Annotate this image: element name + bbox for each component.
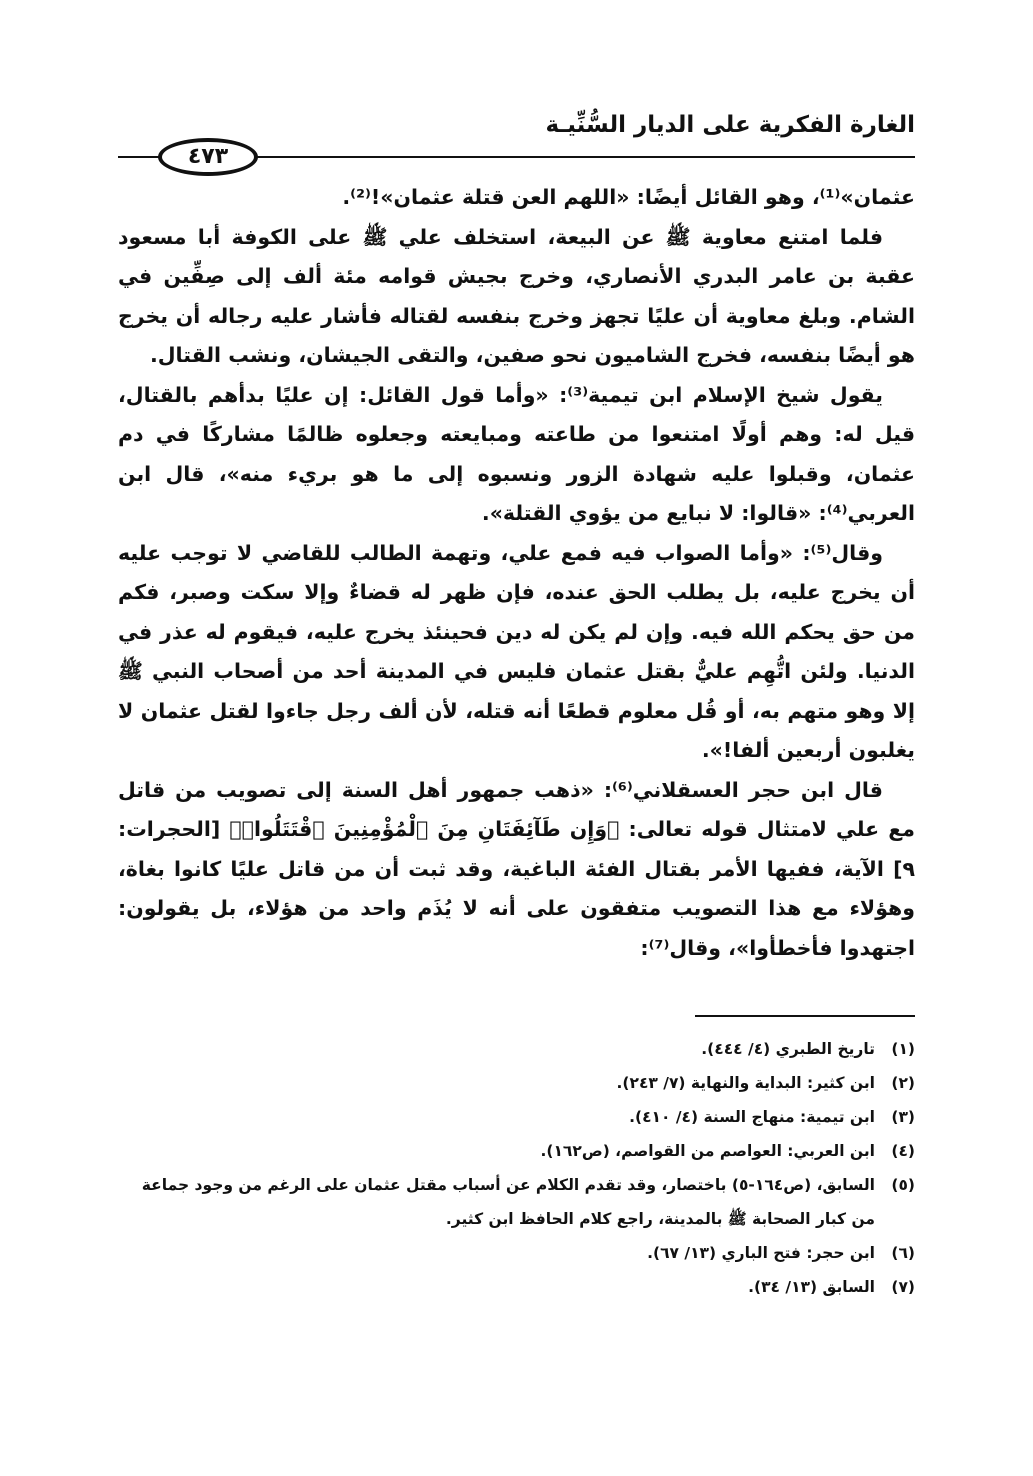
page-number-badge: ٤٧٣ (158, 138, 258, 176)
footnote-number: (٢) (891, 1074, 915, 1092)
footnote-separator (695, 1015, 915, 1017)
footnote-text: تاريخ الطبري (٤/ ٤٤٤). (701, 1040, 875, 1058)
footnote (118, 1032, 915, 1066)
footnote-text: ابن تيمية: منهاج السنة (٤/ ٤١٠). (629, 1108, 875, 1126)
footnote (118, 1270, 915, 1304)
footnote-number: (١) (891, 1040, 915, 1058)
footnote-text: ابن حجر: فتح الباري (١٣/ ٦٧). (647, 1244, 875, 1262)
footnote-number: (٥) (891, 1176, 915, 1194)
paragraph: قال ابن حجر العسقلاني⁽⁶⁾: «ذهب جمهور أهل السنة إلى تصويب من قاتل مع علي لامتثال قوله تعالى: ﴿وَإِن طَآئِفَتَانِ مِنَ ٱلْمُؤْمِنِينَ ٱقْتَتَلُوا۟﴾ [الحجرات: ٩] الآية، ففيها الأمر بقتال الفئة الباغية، وقد ثبت أن من قاتل عليًا كانوا بغاة، وهؤلاء مع هذا التصويب متفقون على أنه لا يُذَم واحد من هؤلاء، بل يقولون: اجتهدوا فأخطأوا»، وقال⁽⁷⁾: (118, 777, 915, 960)
footnote-text: السابق، (ص١٦٤-٥) باختصار، وقد تقدم الكلام عن أسباب مقتل عثمان على الرغم من وجود جماعة من كبار الصحابة ﷺ بالمدينة، راجع كلام الحافظ ابن كثير. (141, 1176, 875, 1228)
footnote (118, 1066, 915, 1100)
footnote-number: (٧) (891, 1278, 915, 1296)
footnote (118, 1100, 915, 1134)
paragraph: يقول شيخ الإسلام ابن تيمية⁽³⁾: «وأما قول القائل: إن عليًا بدأهم بالقتال، قيل له: وهم أولًا امتنعوا من طاعته ومبايعته وجعلوه ظالمًا مشاركًا في دم عثمان، وقبلوا عليه شهادة الزور ونسبوه إلى ما هو بريء منه»، قال ابن العربي⁽⁴⁾: «قالوا: لا نبايع من يؤوي القتلة». (118, 382, 915, 525)
running-header-title: الغارة الفكرية على الديار السُّنِّيـة (545, 112, 915, 138)
footnote-text: ابن كثير: البداية والنهاية (٧/ ٢٤٣). (616, 1074, 875, 1092)
footnote-number: (٦) (891, 1244, 915, 1262)
footnotes (118, 1032, 915, 1304)
footnote-number: (٤) (891, 1142, 915, 1160)
footnote-text: السابق (١٣/ ٣٤). (748, 1278, 875, 1296)
paragraph: فلما امتنع معاوية ﷺ عن البيعة، استخلف علي ﷺ على الكوفة أبا مسعود عقبة بن عامر البدري الأنصاري، وخرج بجيش قوامه مئة ألف إلى صِفِّين في الشام. وبلغ معاوية أن عليًا تجهز وخرج بنفسه لقتاله فأشار عليه رجاله أن يخرج هو أيضًا بنفسه، فخرج الشاميون نحو صفين، والتقى الجيشان، ونشب القتال. (118, 224, 915, 367)
main-text (118, 178, 915, 968)
paragraph: عثمان»⁽¹⁾، وهو القائل أيضًا: «اللهم العن قتلة عثمان»!⁽²⁾. (342, 185, 915, 209)
paragraph: وقال⁽⁵⁾: «وأما الصواب فيه فمع علي، وتهمة الطالب للقاضي لا توجب عليه أن يخرج عليه، بل يطلب الحق عنده، فإن ظهر له قضاءٌ وإلا سكت وصبر، فكم من حق يحكم الله فيه. وإن لم يكن له دين فحينئذ يخرج عليه، فيقوم له عذر في الدنيا. ولئن اتُّهِم عليٌّ بقتل عثمان فليس في المدينة أحد من أصحاب النبي ﷺ إلا وهو متهم به، أو قُل معلوم قطعًا أنه قتله، لأن ألف رجل جاءوا لقتل عثمان لا يغلبون أربعين ألفا!». (118, 540, 915, 762)
footnote (118, 1134, 915, 1168)
footnote (118, 1236, 915, 1270)
footnote (118, 1168, 915, 1236)
footnote-text: ابن العربي: العواصم من القواصم، (ص١٦٢). (540, 1142, 875, 1160)
footnote-number: (٣) (891, 1108, 915, 1126)
